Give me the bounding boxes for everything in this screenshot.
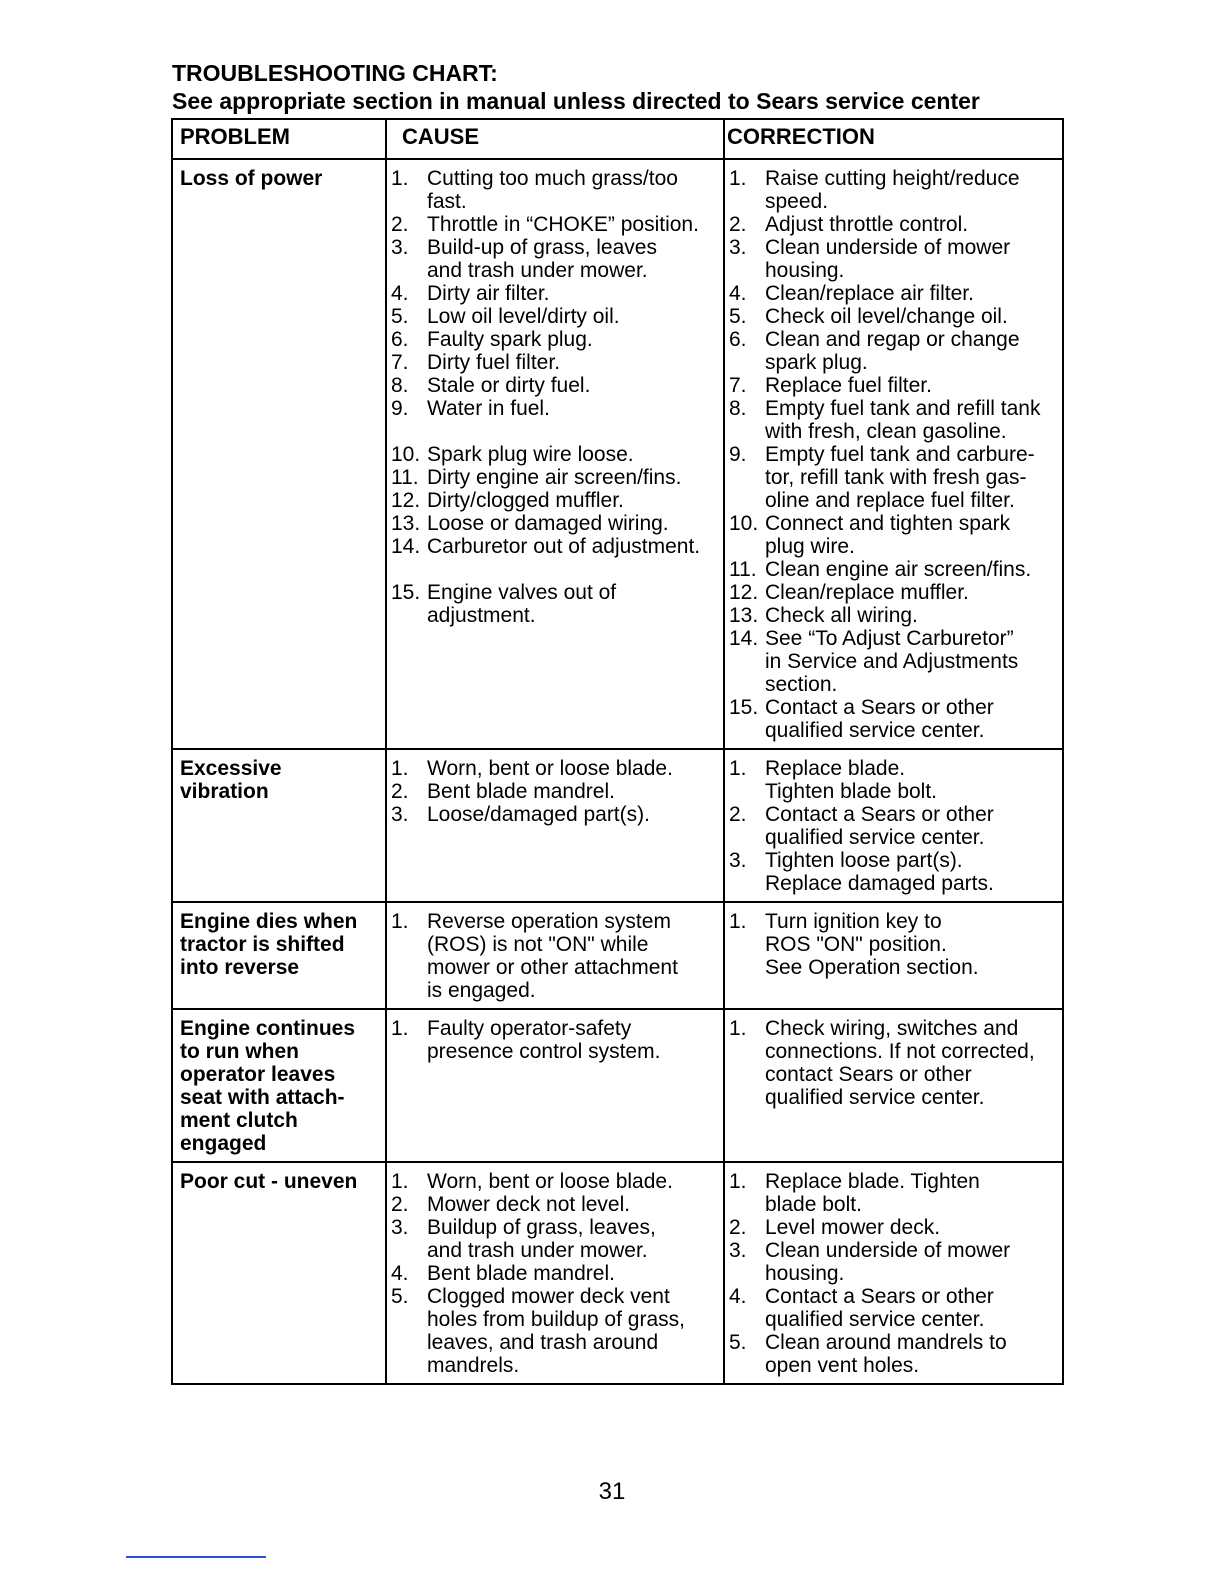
- correction-item: [729, 1017, 1060, 1109]
- chart-subtitle: See appropriate section in manual unless directed to Sears service center: [172, 88, 980, 114]
- item-text: Contact a Sears or other qualified service center.: [765, 1285, 994, 1331]
- correction-item: [729, 1239, 1060, 1285]
- cause-item: [391, 167, 721, 213]
- item-text: Clean engine air screen/fins.: [765, 558, 1032, 581]
- item-number: 1.: [391, 757, 409, 780]
- column-header-cause: CAUSE: [386, 119, 724, 159]
- problem-label: Engine continues to run when operator leaves seat with attach- ment clutch engaged: [180, 1017, 356, 1155]
- item-text: Dirty/clogged muffler.: [427, 489, 624, 512]
- problem-cell: [172, 1009, 386, 1162]
- item-number: 4.: [729, 1285, 747, 1308]
- item-text: Adjust throttle control.: [765, 213, 969, 236]
- item-number: 9.: [729, 443, 747, 466]
- item-text: Spark plug wire loose.: [427, 443, 634, 466]
- correction-item: [729, 558, 1060, 581]
- item-number: 12.: [391, 489, 421, 512]
- column-header-problem: PROBLEM: [172, 119, 386, 159]
- correction-item: [729, 328, 1060, 374]
- correction-item: [729, 305, 1060, 328]
- item-number: 2.: [391, 213, 409, 236]
- item-number: 2.: [391, 780, 409, 803]
- item-number: 3.: [391, 803, 409, 826]
- correction-item: [729, 1285, 1060, 1331]
- item-number: 1.: [391, 1170, 409, 1193]
- item-number: 9.: [391, 397, 409, 420]
- item-number: 8.: [391, 374, 409, 397]
- item-text: Bent blade mandrel.: [427, 1262, 615, 1285]
- cause-item: [391, 466, 721, 489]
- cause-item: [391, 236, 721, 282]
- item-number: 2.: [729, 1216, 747, 1239]
- item-text: Loose or damaged wiring.: [427, 512, 669, 535]
- correction-item: [729, 1170, 1060, 1216]
- cause-item: [391, 910, 721, 1002]
- problem-label: Excessive vibration: [180, 757, 282, 803]
- item-number: 1.: [391, 910, 409, 933]
- item-number: 14.: [729, 627, 759, 650]
- chart-title: TROUBLESHOOTING CHART:: [172, 60, 498, 86]
- item-number: 1.: [391, 1017, 409, 1040]
- item-number: 11.: [729, 558, 757, 581]
- problem-label: Engine dies when tractor is shifted into reverse: [180, 910, 358, 979]
- item-text: Replace fuel filter.: [765, 374, 932, 397]
- item-text: Carburetor out of adjustment.: [427, 535, 701, 558]
- item-number: 4.: [729, 282, 747, 305]
- cause-item: [391, 213, 721, 236]
- item-text: Contact a Sears or other qualified service center.: [765, 696, 994, 742]
- correction-item: [729, 604, 1060, 627]
- item-text: Clean underside of mower housing.: [765, 236, 1011, 282]
- correction-item: [729, 374, 1060, 397]
- table-row: [172, 159, 1063, 749]
- item-text: Engine valves out of adjustment.: [427, 581, 617, 627]
- cause-item: [391, 1216, 721, 1262]
- item-text: Replace blade. Tighten blade bolt.: [765, 757, 938, 803]
- item-number: 2.: [391, 1193, 409, 1216]
- cause-item: [391, 581, 721, 627]
- cause-cell: [386, 1162, 724, 1384]
- item-number: 12.: [729, 581, 759, 604]
- item-number: 6.: [729, 328, 747, 351]
- item-text: Empty fuel tank and refill tank with fresh, clean gasoline.: [765, 397, 1041, 443]
- correction-item: [729, 443, 1060, 512]
- cause-item: [391, 443, 721, 466]
- table-body: [172, 159, 1063, 1384]
- item-number: 5.: [391, 1285, 409, 1308]
- item-text: Dirty air filter.: [427, 282, 550, 305]
- cause-cell: [386, 902, 724, 1009]
- cause-item: [391, 1170, 721, 1193]
- cause-cell: [386, 159, 724, 749]
- item-text: Worn, bent or loose blade.: [427, 1170, 673, 1193]
- cause-item: [391, 535, 721, 581]
- footer-rule: [126, 1556, 266, 1558]
- item-number: 7.: [729, 374, 747, 397]
- item-number: 2.: [729, 213, 747, 236]
- problem-cell: [172, 902, 386, 1009]
- correction-item: [729, 696, 1060, 742]
- item-text: Buildup of grass, leaves, and trash under mower.: [427, 1216, 656, 1262]
- item-number: 5.: [729, 1331, 747, 1354]
- item-number: 13.: [391, 512, 421, 535]
- item-text: Check wiring, switches and connections. If not corrected, contact Sears or other qualified service center.: [765, 1017, 1035, 1109]
- item-text: Check all wiring.: [765, 604, 918, 627]
- column-header-correction: CORRECTION: [724, 119, 1063, 159]
- item-text: Clean/replace air filter.: [765, 282, 974, 305]
- item-number: 10.: [391, 443, 421, 466]
- correction-cell: [724, 1162, 1063, 1384]
- table-row: [172, 1162, 1063, 1384]
- item-number: 11.: [391, 466, 419, 489]
- item-number: 3.: [729, 236, 747, 259]
- cause-item: [391, 1017, 721, 1063]
- item-number: 1.: [729, 910, 747, 933]
- correction-cell: [724, 159, 1063, 749]
- item-text: Worn, bent or loose blade.: [427, 757, 673, 780]
- item-text: Low oil level/dirty oil.: [427, 305, 620, 328]
- table-row: [172, 902, 1063, 1009]
- cause-item: [391, 374, 721, 397]
- item-text: Water in fuel.: [427, 397, 550, 420]
- item-number: 6.: [391, 328, 409, 351]
- cause-cell: [386, 1009, 724, 1162]
- correction-item: [729, 512, 1060, 558]
- correction-item: [729, 803, 1060, 849]
- correction-item: [729, 282, 1060, 305]
- table-header-row: [172, 119, 1063, 159]
- item-number: 3.: [391, 1216, 409, 1239]
- cause-item: [391, 397, 721, 443]
- item-number: 3.: [729, 1239, 747, 1262]
- cause-item: [391, 803, 721, 826]
- correction-item: [729, 581, 1060, 604]
- item-text: See “To Adjust Carburetor” in Service and Adjustments section.: [765, 627, 1019, 696]
- item-text: Raise cutting height/reduce speed.: [765, 167, 1020, 213]
- item-number: 4.: [391, 1262, 409, 1285]
- item-number: 1.: [729, 757, 747, 780]
- item-text: Bent blade mandrel.: [427, 780, 615, 803]
- cause-item: [391, 1262, 721, 1285]
- correction-item: [729, 397, 1060, 443]
- item-text: Reverse operation system (ROS) is not "ON" while mower or other attachment is engaged.: [427, 910, 678, 1002]
- item-number: 14.: [391, 535, 421, 558]
- item-text: Replace blade. Tighten blade bolt.: [765, 1170, 980, 1216]
- correction-item: [729, 213, 1060, 236]
- item-number: 13.: [729, 604, 759, 627]
- cause-item: [391, 489, 721, 512]
- correction-item: [729, 849, 1060, 895]
- item-number: 4.: [391, 282, 409, 305]
- item-text: Dirty engine air screen/fins.: [427, 466, 682, 489]
- problem-cell: [172, 159, 386, 749]
- item-text: Stale or dirty fuel.: [427, 374, 591, 397]
- item-number: 3.: [729, 849, 747, 872]
- item-text: Clean underside of mower housing.: [765, 1239, 1011, 1285]
- correction-item: [729, 236, 1060, 282]
- item-number: 5.: [391, 305, 409, 328]
- item-text: Dirty fuel filter.: [427, 351, 561, 374]
- table-row: [172, 749, 1063, 902]
- item-text: Build-up of grass, leaves and trash under mower.: [427, 236, 657, 282]
- item-number: 15.: [391, 581, 421, 604]
- item-text: Throttle in “CHOKE” position.: [427, 213, 699, 236]
- cause-item: [391, 780, 721, 803]
- correction-item: [729, 627, 1060, 696]
- item-number: 1.: [391, 167, 409, 190]
- cause-item: [391, 282, 721, 305]
- item-text: Faulty spark plug.: [427, 328, 593, 351]
- cause-item: [391, 512, 721, 535]
- correction-cell: [724, 749, 1063, 902]
- item-text: Contact a Sears or other qualified service center.: [765, 803, 994, 849]
- problem-label: Poor cut - uneven: [180, 1170, 358, 1193]
- correction-item: [729, 757, 1060, 803]
- page-number: 31: [598, 1478, 626, 1505]
- item-number: 1.: [729, 1017, 747, 1040]
- item-text: Loose/damaged part(s).: [427, 803, 650, 826]
- problem-cell: [172, 1162, 386, 1384]
- correction-item: [729, 910, 1060, 979]
- item-text: Cutting too much grass/too fast.: [427, 167, 678, 213]
- problem-cell: [172, 749, 386, 902]
- correction-cell: [724, 1009, 1063, 1162]
- item-text: Connect and tighten spark plug wire.: [765, 512, 1011, 558]
- item-text: Clean and regap or change spark plug.: [765, 328, 1020, 374]
- correction-item: [729, 167, 1060, 213]
- item-number: 10.: [729, 512, 759, 535]
- item-text: Turn ignition key to ROS "ON" position. See Operation section.: [765, 910, 979, 979]
- correction-item: [729, 1216, 1060, 1239]
- item-number: 7.: [391, 351, 409, 374]
- item-number: 8.: [729, 397, 747, 420]
- correction-item: [729, 1331, 1060, 1377]
- cause-item: [391, 1285, 721, 1377]
- cause-item: [391, 328, 721, 351]
- item-number: 5.: [729, 305, 747, 328]
- item-text: Clean/replace muffler.: [765, 581, 969, 604]
- item-number: 2.: [729, 803, 747, 826]
- item-text: Empty fuel tank and carbure- tor, refill tank with fresh gas- oline and replace fuel filter.: [765, 443, 1035, 512]
- item-number: 3.: [391, 236, 409, 259]
- cause-item: [391, 305, 721, 328]
- item-text: Tighten loose part(s). Replace damaged parts.: [765, 849, 994, 895]
- cause-item: [391, 1193, 721, 1216]
- item-text: Clogged mower deck vent holes from buildup of grass, leaves, and trash around mandrels.: [427, 1285, 685, 1377]
- table-row: [172, 1009, 1063, 1162]
- cause-item: [391, 351, 721, 374]
- item-text: Mower deck not level.: [427, 1193, 631, 1216]
- item-text: Check oil level/change oil.: [765, 305, 1008, 328]
- cause-cell: [386, 749, 724, 902]
- item-text: Faulty operator-safety presence control system.: [427, 1017, 661, 1063]
- cause-item: [391, 757, 721, 780]
- item-number: 1.: [729, 167, 747, 190]
- troubleshooting-table: [171, 118, 1064, 1385]
- item-number: 1.: [729, 1170, 747, 1193]
- item-text: Level mower deck.: [765, 1216, 941, 1239]
- item-number: 15.: [729, 696, 759, 719]
- item-text: Clean around mandrels to open vent holes.: [765, 1331, 1007, 1377]
- problem-label: Loss of power: [180, 167, 323, 190]
- correction-cell: [724, 902, 1063, 1009]
